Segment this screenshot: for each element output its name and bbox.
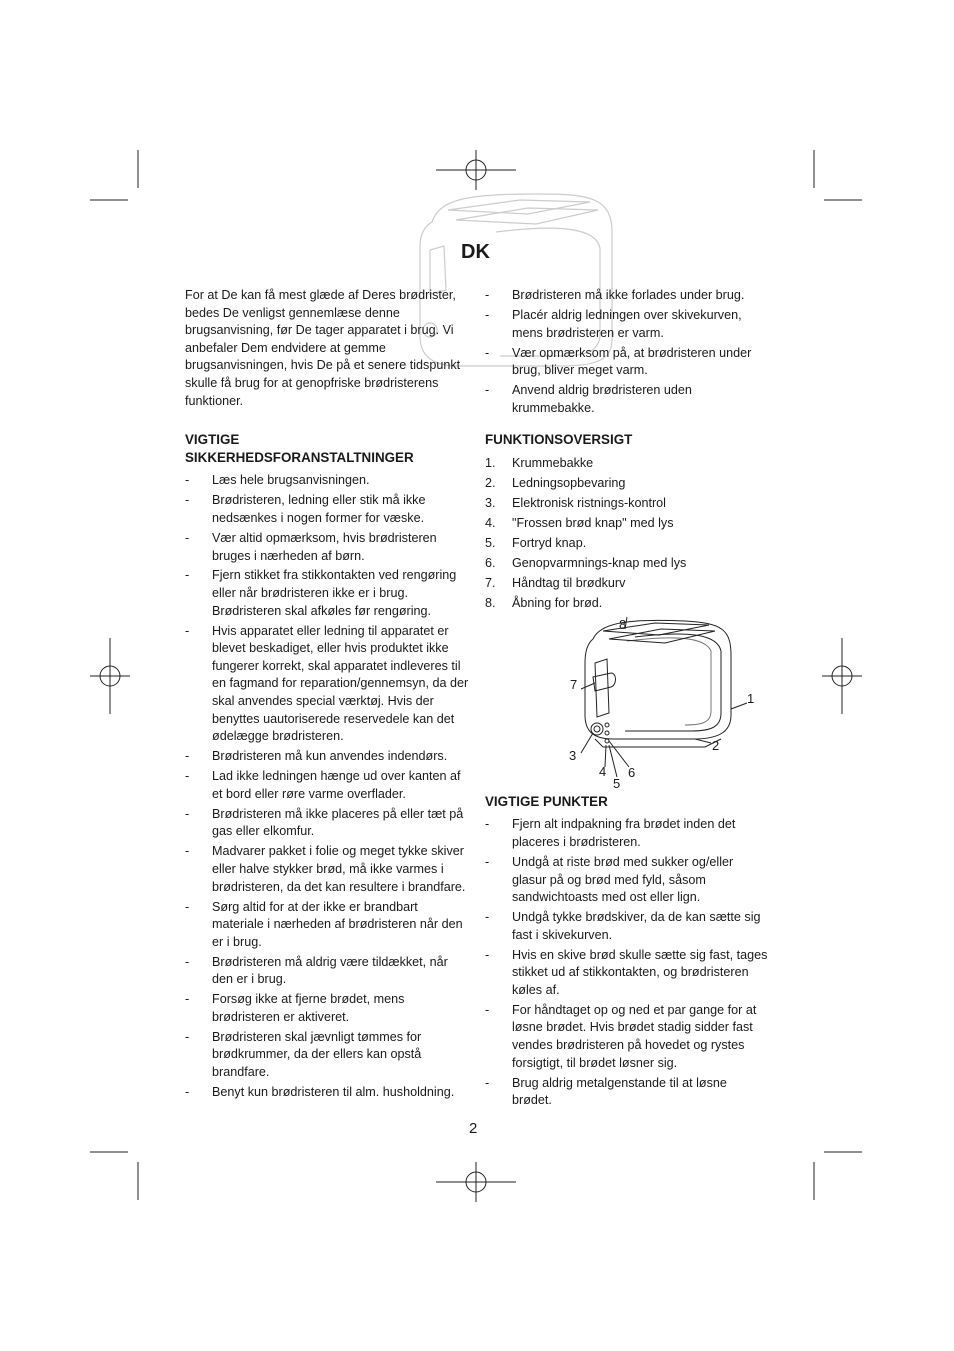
- list-marker: -: [485, 817, 490, 832]
- list-item-text: Brødristeren må kun anvendes indendørs.: [212, 749, 448, 764]
- list-item-text: Undgå tykke brødskiver, da de kan sætte sig fast i skivekurven.: [512, 910, 761, 942]
- list-marker: 7.: [485, 575, 496, 590]
- safety-item: [185, 899, 470, 952]
- function-item: [485, 575, 770, 593]
- list-item-text: Fjern alt indpakning fra brødet inden det placeres i brødristeren.: [512, 817, 736, 849]
- list-marker: -: [485, 1002, 490, 1017]
- diagram-label-4: 4: [599, 763, 607, 779]
- safety-item: [485, 345, 770, 380]
- safety-item: [185, 530, 470, 565]
- list-marker: -: [485, 345, 490, 360]
- list-marker: -: [185, 899, 190, 914]
- list-marker: -: [485, 947, 490, 962]
- list-marker: -: [485, 307, 490, 322]
- list-item-text: Brug aldrig metalgenstande til at løsne brødet.: [512, 1075, 727, 1108]
- list-item-text: Madvarer pakket i folie og meget tykke skiver eller halve stykker brød, må ikke varmes i brødristeren, da det kan resultere i brandfare.: [212, 844, 466, 894]
- list-item-text: Fortryd knap.: [512, 535, 587, 550]
- function-item: [485, 495, 770, 513]
- safety-item: [185, 806, 470, 841]
- list-item-text: Undgå at riste brød med sukker og/eller glasur på og brød med fyld, såsom sandwichtoasts med ost eller lign.: [512, 854, 734, 905]
- list-item-text: Placér aldrig ledningen over skivekurven, mens brødristeren er varm.: [512, 307, 742, 340]
- function-item: [485, 535, 770, 553]
- point-item: [485, 909, 770, 944]
- point-item: [485, 854, 770, 907]
- safety-list-continued: [485, 287, 770, 417]
- diagram-label-1: 1: [747, 690, 755, 706]
- list-item-text: Sørg altid for at der ikke er brandbart materiale i nærheden af brødristeren når den er i brug.: [212, 899, 463, 949]
- function-item: [485, 595, 770, 613]
- diagram-label-2: 2: [712, 737, 720, 753]
- list-item-text: Brødristeren, ledning eller stik må ikke nedsænkes i nogen former for væske.: [212, 493, 426, 525]
- important-points-list: [485, 816, 770, 1109]
- list-marker: -: [185, 954, 190, 969]
- point-item: [485, 816, 770, 851]
- list-marker: 2.: [485, 475, 496, 490]
- list-item-text: "Frossen brød knap" med lys: [512, 515, 674, 530]
- function-list: [485, 455, 770, 612]
- list-marker: -: [185, 473, 190, 488]
- list-marker: -: [485, 383, 490, 398]
- function-item: [485, 475, 770, 493]
- list-item-text: Benyt kun brødristeren til alm. husholdning.: [212, 1085, 455, 1100]
- safety-list: [185, 472, 470, 1101]
- list-item-text: Ledningsopbevaring: [512, 475, 626, 490]
- list-item-text: Fjern stikket fra stikkontakten ved rengøring eller når brødristeren ikke er i brug. Brødristeren skal afkøles før rengøring.: [212, 568, 457, 618]
- intro-paragraph: For at De kan få mest glæde af Deres brødrister, bedes De venligst gennemlæse denne brugsanvisning, før De tager apparatet i brug. Vi anbefaler Dem endvidere at gemme brugsanvisningen, hvis De på et senere tidspunkt skulle få brug for at genopfriske brødristerens funktioner.: [185, 288, 461, 408]
- safety-item: [185, 1084, 470, 1102]
- list-marker: 6.: [485, 555, 496, 570]
- list-item-text: Vær altid opmærksom, hvis brødristeren bruges i nærheden af børn.: [212, 530, 437, 563]
- function-item: [485, 515, 770, 533]
- list-item-text: Åbning for brød.: [512, 595, 603, 610]
- toaster-illustration: [485, 615, 775, 793]
- list-marker: 8.: [485, 595, 496, 610]
- safety-item: [185, 768, 470, 803]
- list-marker: -: [185, 493, 190, 508]
- safety-item: [185, 623, 470, 746]
- list-item-text: Brødristeren skal jævnligt tømmes for brødkrummer, da der ellers kan opstå brandfare.: [212, 1029, 422, 1080]
- left-column: [185, 287, 470, 1104]
- point-item: [485, 947, 770, 1000]
- list-marker: -: [185, 568, 190, 583]
- safety-item: [485, 382, 770, 417]
- list-marker: 1.: [485, 455, 496, 470]
- list-marker: -: [185, 844, 190, 859]
- list-marker: -: [485, 1075, 490, 1090]
- list-marker: -: [485, 288, 490, 302]
- function-item: [485, 555, 770, 573]
- function-overview-heading: FUNKTIONSOVERSIGT: [485, 432, 633, 448]
- language-code-heading: DK: [461, 241, 490, 263]
- point-item: [485, 1075, 770, 1110]
- point-item: [485, 1002, 770, 1072]
- diagram-label-7: 7: [570, 676, 578, 692]
- list-marker: -: [185, 769, 190, 784]
- safety-item: [485, 307, 770, 342]
- important-points-heading: VIGTIGE PUNKTER: [485, 793, 608, 809]
- safety-item: [185, 1029, 470, 1082]
- safety-item: [185, 748, 470, 766]
- list-item-text: Brødristeren må ikke forlades under brug.: [512, 288, 745, 302]
- list-marker: -: [185, 1029, 190, 1044]
- function-item: [485, 455, 770, 473]
- diagram-label-5: 5: [613, 775, 621, 791]
- list-item-text: Vær opmærksom på, at brødristeren under brug, bliver meget varm.: [512, 345, 752, 378]
- list-marker: 3.: [485, 495, 496, 510]
- list-marker: -: [185, 992, 190, 1007]
- safety-item: [185, 991, 470, 1026]
- diagram-label-6: 6: [628, 764, 636, 780]
- list-marker: -: [485, 854, 490, 869]
- list-item-text: Hvis apparatet eller ledning til apparatet er blevet beskadiget, eller hvis produktet ikke fungerer korrekt, skal apparatet indleveres til en fagmand for reparation/gennemsyn, da der skal anvendes special værktøj. Hvis der benyttes uautoriserede reservedele kan det ødelægge brødristeren.: [212, 623, 469, 744]
- list-item-text: Krummebakke: [512, 455, 594, 470]
- list-marker: -: [185, 749, 190, 764]
- list-item-text: Brødristeren må ikke placeres på eller tæt på gas eller elkomfur.: [212, 806, 464, 839]
- safety-item: [185, 954, 470, 989]
- list-marker: -: [485, 910, 490, 925]
- list-item-text: Hvis en skive brød skulle sætte sig fast, tages stikket ud af stikkontakten, og brødristeren køles af.: [512, 947, 768, 997]
- list-item-text: Håndtag til brødkurv: [512, 575, 626, 590]
- safety-heading: VIGTIGE SIKKERHEDSFORANSTALTNINGER: [185, 432, 414, 465]
- right-column: [485, 287, 770, 1112]
- safety-item: [185, 843, 470, 896]
- list-marker: -: [185, 623, 190, 638]
- diagram-label-3: 3: [569, 747, 577, 763]
- list-marker: -: [185, 806, 190, 821]
- list-marker: -: [185, 1085, 190, 1100]
- diagram-label-8: 8: [619, 616, 627, 632]
- toaster-diagram: [485, 615, 770, 793]
- list-item-text: Anvend aldrig brødristeren uden krummebakke.: [512, 383, 692, 415]
- safety-item: [185, 492, 470, 527]
- list-item-text: Brødristeren må aldrig være tildækket, når den er i brug.: [212, 954, 448, 987]
- list-marker: 5.: [485, 535, 496, 550]
- list-item-text: For håndtaget op og ned et par gange for at løsne brødet. Hvis brødet stadig sidder fast vendes brødristeren på hovedet og rystes forsigtigt, til brødet løsner sig.: [512, 1002, 757, 1070]
- safety-item: [185, 567, 470, 620]
- list-item-text: Læs hele brugsanvisningen.: [212, 473, 370, 488]
- page-number: 2: [469, 1120, 478, 1137]
- list-marker: 4.: [485, 515, 496, 530]
- list-item-text: Elektronisk ristnings-kontrol: [512, 495, 666, 510]
- safety-item: [185, 472, 470, 490]
- list-item-text: Genopvarmnings-knap med lys: [512, 555, 687, 570]
- safety-item: [485, 287, 770, 305]
- list-marker: -: [185, 530, 190, 545]
- list-item-text: Lad ikke ledningen hænge ud over kanten af et bord eller røre varme overflader.: [212, 769, 461, 801]
- list-item-text: Forsøg ikke at fjerne brødet, mens brødristeren er aktiveret.: [212, 992, 405, 1024]
